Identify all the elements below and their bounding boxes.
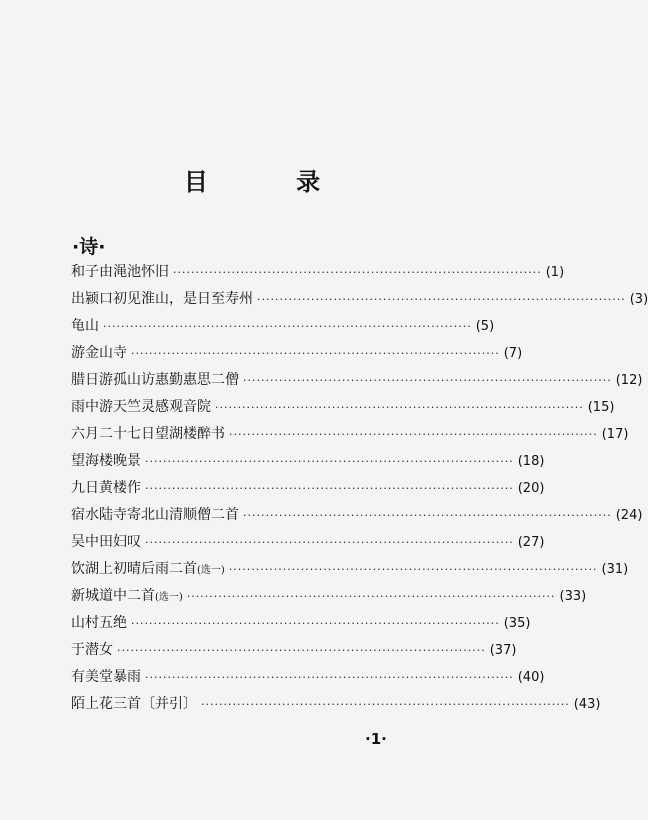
toc-entry-title: 宿水陆寺寄北山清顺僧二首	[71, 507, 239, 523]
toc-entry-page: (15)	[587, 400, 615, 415]
toc-entry-title: 雨中游天竺灵感观音院	[71, 399, 211, 415]
toc-entry-page: (3)	[629, 292, 648, 307]
toc-leader-dots: ··················································································	[215, 401, 584, 414]
toc-entry	[71, 288, 648, 315]
toc-entry-page: (18)	[517, 454, 545, 469]
toc-leader-dots: ··················································································	[243, 509, 612, 522]
toc-leader-dots: ··················································································	[186, 590, 556, 603]
toc-entry	[71, 450, 545, 477]
toc-entry	[71, 612, 531, 639]
toc-entry-title: 陌上花三首〔并引〕	[71, 696, 197, 712]
toc-leader-dots: ··················································································	[229, 428, 598, 441]
toc-leader-dots: ··················································································	[173, 266, 542, 279]
toc-entry-page: (5)	[475, 319, 495, 334]
toc-entry-title: 吴中田妇叹	[71, 534, 141, 550]
toc-entry	[71, 531, 545, 558]
toc-entry	[71, 693, 601, 720]
toc-leader-dots: ··················································································	[117, 644, 486, 657]
toc-entry-title: 九日黄楼作	[71, 480, 141, 496]
toc-leader-dots: ··················································································	[131, 617, 500, 630]
toc-entry-title: 和子由渑池怀旧	[71, 264, 169, 280]
toc-entry	[71, 666, 545, 693]
toc-entry-page: (7)	[503, 346, 523, 361]
toc-entry-title: 游金山寺	[71, 345, 127, 361]
toc-entry	[71, 369, 643, 396]
toc-leader-dots: ··················································································	[145, 455, 514, 468]
toc-leader-dots: ··················································································	[243, 374, 612, 387]
table-of-contents	[71, 261, 648, 720]
toc-leader-dots: ··················································································	[103, 320, 472, 333]
toc-entry-title: 有美堂暴雨	[71, 669, 141, 685]
toc-leader-dots: ··················································································	[131, 347, 500, 360]
toc-entry	[71, 315, 495, 342]
toc-entry-title: 饮湖上初晴后雨二首(选一)	[71, 561, 225, 577]
toc-entry-page: (1)	[545, 265, 565, 280]
toc-entry-page: (40)	[517, 670, 545, 685]
toc-entry-page: (20)	[517, 481, 545, 496]
toc-entry-title: 望海楼晚景	[71, 453, 141, 469]
toc-entry-page: (31)	[601, 562, 629, 577]
toc-entry-page: (43)	[573, 697, 601, 712]
toc-entry-title: 出颍口初见淮山，是日至寿州	[71, 291, 253, 307]
toc-entry-page: (33)	[559, 589, 587, 604]
toc-leader-dots: ··················································································	[145, 536, 514, 549]
toc-entry-page: (37)	[489, 643, 517, 658]
page-title: 目 录	[183, 168, 361, 196]
toc-entry-page: (27)	[517, 535, 545, 550]
toc-leader-dots: ··················································································	[201, 698, 570, 711]
toc-leader-dots: ··················································································	[145, 671, 514, 684]
toc-entry-page: (35)	[503, 616, 531, 631]
toc-entry	[71, 396, 615, 423]
toc-entry	[71, 558, 629, 585]
toc-entry	[71, 423, 629, 450]
toc-leader-dots: ··················································································	[257, 293, 626, 306]
toc-entry-page: (24)	[615, 508, 643, 523]
toc-entry-title: 腊日游孤山访惠勤惠思二僧	[71, 372, 239, 388]
toc-entry-page: (17)	[601, 427, 629, 442]
toc-entry	[71, 342, 523, 369]
toc-entry-title: 龟山	[71, 318, 99, 334]
toc-entry	[71, 585, 587, 612]
toc-entry	[71, 639, 517, 666]
toc-entry-title: 六月二十七日望湖楼醉书	[71, 426, 225, 442]
toc-leader-dots: ··················································································	[228, 563, 598, 576]
toc-entry	[71, 504, 643, 531]
toc-entry	[71, 477, 545, 504]
toc-entry-page: (12)	[615, 373, 643, 388]
toc-leader-dots: ··················································································	[145, 482, 514, 495]
toc-entry-title: 新城道中二首(选一)	[71, 588, 183, 604]
section-heading: ·诗·	[72, 236, 106, 258]
toc-entry-title: 山村五绝	[71, 615, 127, 631]
toc-entry	[71, 261, 565, 288]
page-number: ·1·	[365, 730, 387, 748]
toc-entry-title: 于潜女	[71, 642, 113, 658]
